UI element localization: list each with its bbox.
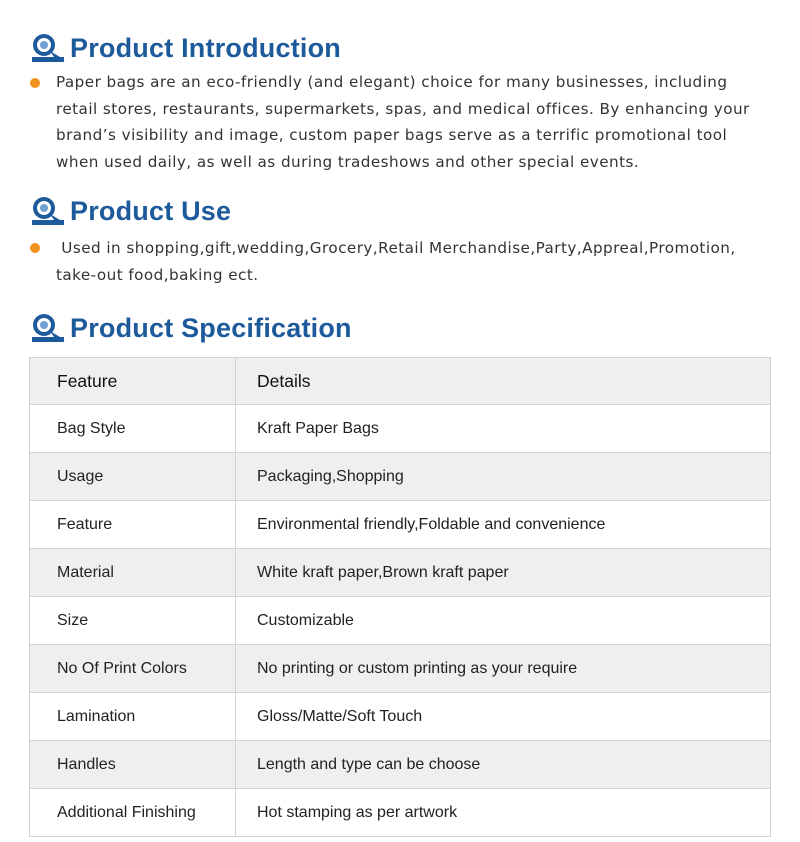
table-row [30, 789, 771, 837]
details-cell: Environmental friendly,Foldable and convenience [236, 501, 771, 549]
feature-cell: Bag Style [30, 405, 236, 453]
details-cell: Customizable [236, 597, 771, 645]
magnifier-badge-icon [30, 32, 66, 64]
details-cell: Gloss/Matte/Soft Touch [236, 693, 771, 741]
section-title-introduction [30, 31, 341, 65]
table-row [30, 501, 771, 549]
details-cell: Kraft Paper Bags [236, 405, 771, 453]
details-cell: Hot stamping as per artwork [236, 789, 771, 837]
feature-cell: No Of Print Colors [30, 645, 236, 693]
table-row [30, 693, 771, 741]
text-line: take-out food,baking ect. [56, 265, 259, 284]
feature-cell: Usage [30, 453, 236, 501]
magnifier-badge-icon [30, 195, 66, 227]
text-line: retail stores, restaurants, supermarkets, spas, and medical offices. By enhancing your [56, 99, 750, 118]
details-cell: White kraft paper,Brown kraft paper [236, 549, 771, 597]
section-heading: Product Use [70, 195, 232, 226]
magnifier-badge-icon [30, 312, 66, 344]
text-line: Used in shopping,gift,wedding,Grocery,Retail Merchandise,Party,Appreal,Promotion, [56, 239, 736, 257]
bullet-dot [30, 78, 40, 88]
feature-cell: Additional Finishing [30, 789, 236, 837]
use-text [56, 235, 756, 288]
section-title-use [30, 194, 231, 228]
page-title: Product Introduction [70, 32, 341, 63]
details-cell: No printing or custom printing as your require [236, 645, 771, 693]
specification-table [29, 357, 771, 837]
feature-cell: Handles [30, 741, 236, 789]
details-cell: Packaging,Shopping [236, 453, 771, 501]
text-line: Paper bags are an eco-friendly (and elegant) choice for many businesses, including [56, 73, 728, 91]
feature-cell: Lamination [30, 693, 236, 741]
text-line: brand’s visibility and image, custom paper bags serve as a terrific promotional tool [56, 126, 728, 145]
table-row [30, 549, 771, 597]
feature-cell: Feature [30, 501, 236, 549]
table-row [30, 405, 771, 453]
table-row [30, 741, 771, 789]
details-cell: Length and type can be choose [236, 741, 771, 789]
text-line: when used daily, as well as during tradeshows and other special events. [56, 153, 640, 172]
column-header-feature: Feature [30, 358, 236, 405]
table-row [30, 597, 771, 645]
feature-cell: Material [30, 549, 236, 597]
table-row [30, 453, 771, 501]
column-header-details: Details [236, 358, 771, 405]
table-row [30, 645, 771, 693]
section-heading: Product Specification [70, 312, 352, 343]
section-title-specification [30, 311, 352, 345]
feature-cell: Size [30, 597, 236, 645]
introduction-text [56, 69, 756, 176]
table-header-row [30, 358, 771, 405]
bullet-dot [30, 243, 40, 253]
